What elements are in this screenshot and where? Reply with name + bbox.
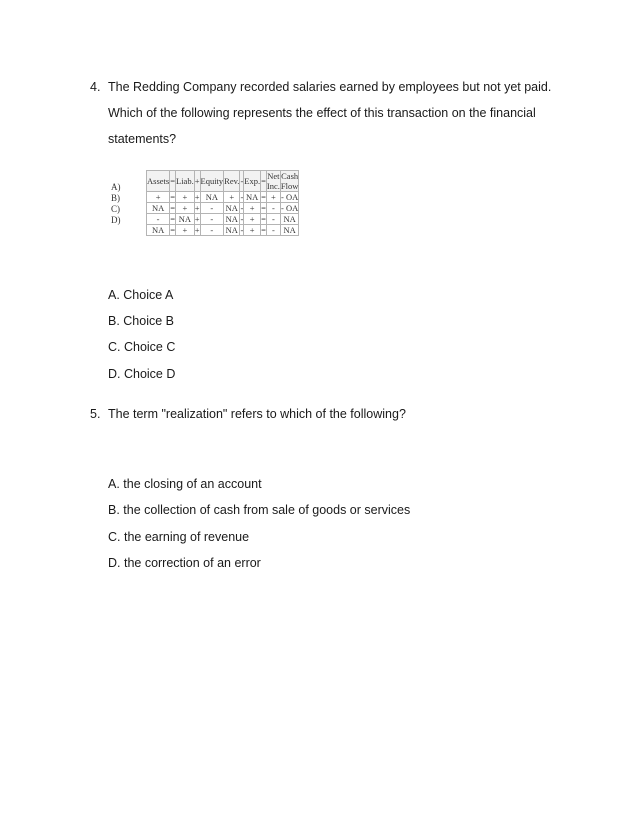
table-cell: = [261,225,266,235]
header-cell: + [194,171,200,192]
table-cell: = [170,192,175,202]
table-cell: - [240,203,244,213]
table-row [147,214,299,225]
table-cell: + [194,192,200,202]
table-row [147,203,299,214]
header-cell: = [261,171,267,192]
table-cell: NA [225,214,238,224]
choice-d[interactable]: D. the correction of an error [108,556,261,570]
table-cell: = [261,203,266,213]
table-cell: - [240,192,244,202]
question-line: The Redding Company recorded salaries earned by employees but not yet paid. [108,80,552,94]
choice-a[interactable]: A. Choice A [108,288,174,302]
table-cell: NA [280,214,298,225]
table-cell: - [240,225,244,235]
table-cell: NA [280,225,298,236]
table-cell: + [176,225,195,236]
table-cell: + [266,192,280,203]
table-cell: NA [225,203,238,213]
table-cell: + [176,192,195,203]
header-cell: Exp. [244,171,261,192]
table-cell: + [194,225,200,235]
effects-grid [146,170,299,236]
header-cell: Net Inc. [266,171,280,191]
choice-c[interactable]: C. Choice C [108,340,176,354]
table-cell: NA [147,203,170,214]
table-cell: = [170,203,175,213]
choice-b[interactable]: B. Choice B [108,314,175,328]
header-cell: Cash Flow [280,171,299,191]
table-cell: = [261,192,266,202]
header-cell: - [240,171,244,192]
question-number: 4. [90,80,101,94]
choice-a[interactable]: A. the closing of an account [108,477,262,491]
table-cell: = [261,214,266,224]
choice-b[interactable]: B. the collection of cash from sale of goods or services [108,503,411,517]
table-row [147,225,299,236]
table-cell: NA [176,214,195,225]
table-cell: + [147,192,170,203]
table-cell: - [147,214,170,225]
table-cell: - [200,225,224,236]
table-cell: + [244,214,261,225]
choice-d[interactable]: D. Choice D [108,367,176,381]
table-cell: - [200,214,224,225]
question-line: statements? [108,132,177,146]
header-cell: Rev. [224,171,240,192]
table-cell: + [176,203,195,214]
table-cell: - [266,203,280,214]
row-label: C) [111,204,120,214]
header-cell: Equity [200,171,224,192]
table-cell: NA [225,225,238,235]
table-cell: - OA [281,203,299,213]
row-label: D) [111,215,121,225]
table-row [147,192,299,203]
row-label: B) [111,193,120,203]
header-cell: Liab. [176,171,195,192]
table-cell: - [266,214,280,225]
question-line: Which of the following represents the effect of this transaction on the financial [108,106,536,120]
table-header-row [147,171,299,192]
table-cell: NA [244,192,261,203]
header-cell: Assets [147,171,170,192]
table-cell: - [266,225,280,236]
table-cell: + [224,192,240,203]
table-cell: + [244,225,261,236]
header-cell: = [170,171,176,192]
table-cell: - OA [281,192,299,202]
table-cell: + [244,203,261,214]
table-cell: - [240,214,244,224]
row-label: A) [111,182,121,192]
table-cell: + [194,214,200,224]
table-cell: = [170,214,175,224]
question-line: The term "realization" refers to which of the following? [108,407,406,421]
choice-c[interactable]: C. the earning of revenue [108,530,250,544]
table-cell: = [170,225,175,235]
table-cell: NA [147,225,170,236]
table-cell: - [200,203,224,214]
question-number: 5. [90,407,101,421]
table-cell: NA [200,192,224,203]
table-cell: + [194,203,200,213]
